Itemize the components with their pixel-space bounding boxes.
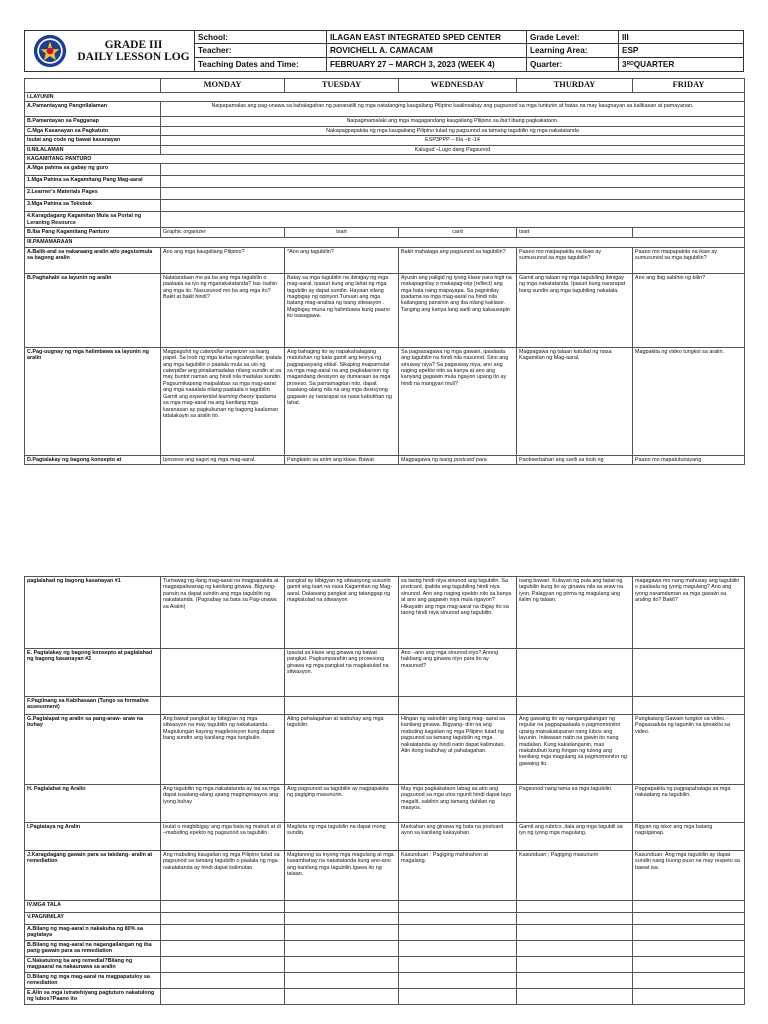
table-row [25,697,745,715]
cell-wednesday: Bakit mahalaga ang pagsunod sa tagubilin? [399,247,517,273]
cell-friday: magagawa mo nang mahusay ang tagubilin o paalaala ng iyong magulang? Ano ang iyong naramdaman sa mga gawain sa araling ito? Bakit? [633,577,745,649]
table-row [25,200,745,212]
row-label: C.Pag-uugnay ng mga halimbawa sa layunin ng aralin [25,347,161,455]
row-label: I.Pagtataya ng Aralin [25,823,161,851]
row-label: B.Bilang ng mag-aaral na nagangailangan ng iba pang gawain para sa remediation [25,941,161,957]
table-row [25,455,745,464]
deped-seal-icon [33,34,67,68]
cell-friday: Pangkatang Gawain tungkol sa video. - Pagsasadula ng tagunlin na ipinakita sa video. [633,715,745,785]
row-label: B.Paghahabi sa layunin ng aralin [25,273,161,347]
cell-wednesday: Markahan ang ginawa ng bata na postcard ayon sa kanilang kakayahan. [399,823,517,851]
table-row [25,155,745,164]
cell-wednesday: Magpagawa ng isang postcard para [399,455,517,464]
cell-monday: Ang bawat pangkat ay bibigyan ng mga sitwasyon na may tagubilin ng nakakatanda. Magtulungan kayong magdesisyon kung dapat bang sundin ang kanilang mga tungkulin. [161,715,285,785]
cell-tuesday: Ipaulat sa klase ang ginawa ng bawat pangkat. Pagkumparahin ang prosesong ginawa ng mga pangkat na magkatulad na sitwasyon. [285,649,399,697]
cell-friday [633,228,745,238]
row-label: H. Paglalahat ng Aralin [25,785,161,823]
cell-thursday: Gamit ang rubrics ,itala ang mga tagubili sa iyo ng iyong mga magulang. [517,823,633,851]
cell-wednesday: Ayusin ang paligid ng iyong klase para higit na makapagnilay o makapag-isip (reflect) ang mga bata nang mapayapa. Sa pagninilay ipadama sa mga mag-aaral na hindi nila kailangang pansinin ang iba nilang kaklase. Tanging ang kanya lang sarili ang kakausapin [399,273,517,347]
table-row [25,715,745,785]
cell-friday: Kasunduan: Ang mga tagubilin ay dapat sundin nang buong puso na may respeto sa bawat isa. [633,851,745,901]
table-row [25,93,745,102]
table-row [25,188,745,200]
quarter-value [619,58,743,71]
row-label: F.Paglinang sa Kabihasaan (Tungo sa formative assessment) [25,697,161,715]
cell-friday: Paano mo maipapakita na ikaw ay sumusunod sa mga tagubilin? [633,247,745,273]
teacher-label: Teacher: [195,44,327,57]
row-label: A.Bilang ng mag-aaral n nakakuha ng 80% sa pagtataya [25,925,161,941]
cell-tuesday: Ang pagsunod sa tagubilin ay nagpapakita ng pagiging masunurin. [285,785,399,823]
teacher-value: ROVICHELL A. CAMACAM [327,44,527,57]
table-row [25,347,745,455]
row-label: J.Karagdagang gawain para sa takdang- aralin at remediation [25,851,161,901]
row-label: B.Iba Pang Kagamitang Panturo [25,228,161,238]
row-label: 2.Learner's Materials Pages [25,188,161,200]
day-monday: MONDAY [161,79,285,93]
cell-wednesday: sa taong hindi niya sinunod ang tagubilin. Sa postcard, ipakita ang tagubiling hindi niya sinunod. Ano ang naging epekto nito sa kanya at ano ang gagawin niya mula ngayon? Hikayatin ang mga mag-aaral na ibigay ito sa taong hindi niya sinunod ang tagubilin. [399,577,517,649]
row-label: D.Pagtalakay ng bagong konsepto at [25,455,161,464]
cell-monday: Magpaguhit ng caterpillar organizer sa isang papel. Sa loob ng mga kurba ngcaterpillar, ipatala ang mga tagubilin o paalala mula sa ulo ng caterpillar ang pinakamadalas nilang sundin at sa may buntot naman ang hindi nila madalas sundin. Pagsumikapang maipalabas sa mga mag-aaral ang mga naaalala nilang paalaala o tagubilin. Gamit ang experiential learning theory ipadama sa mga mag-aaral na ang kanilang mga karanasan ay pagkukunan ng bagong kaalaman tatalakayin sa aralin ito. [161,347,285,455]
table-row [25,212,745,228]
cell-wednesday: Sa pagsasagawa ng mga gawain, ipaalaala ang tagubilin na hindi nila nasunod. Sino ang sinuway niya? Sa pagsuway niya, ano ang naging epekto nito sa kanya at ano ang kanyang gagawin mula ngayon upang ito ay hindi na mangyari muli? [399,347,517,455]
day-thursday: THURDAY [517,79,633,93]
cell-tuesday: Batay sa mga tagubilin na ibinigay ng mga mag-aaral, ipasuri kung ang lahat ng mga tagubilin ay dapat sundin. Hayaan silang magbigay ng opinyon.Tunuan ang mga batang mag-analisa ng isang sitwasyon . Magbigay muna ng halimbawa kung paano ito isasagawa. [285,273,399,347]
row-content: Naipagmamalaki ang mga magagandang kaugaliang Pilipino sa iba't ibang pagkakataon. [161,117,745,126]
cell-friday: Bigyan ng iskor ang mga batang nagsiganap. [633,823,745,851]
row-label: B.Pamantayan sa Pagganap [25,117,161,126]
cell-thursday: Paobserbahan ang sarili sa loob ng [517,455,633,464]
table-row [25,126,745,135]
header-logo-title [25,31,195,71]
table-row [25,247,745,273]
row-label: paglalahad ng bagong kasanayan #1 [25,577,161,649]
cell-tuesday: Maglista ng mga tagubilin na dapat mong sundin. [285,823,399,851]
cell-thursday: tsart [517,228,633,238]
quarter-word: QUARTER [633,59,675,69]
cell-friday: Ano ang ibig sabihin ng bilin? [633,273,745,347]
day-friday: FRIDAY [633,79,745,93]
cell-thursday: Kasunduan ; Pagiging masunurin [517,851,633,901]
cell-wednesday: Hingan ng saloobin ang ilang mag- aaral sa kanilang ginawa. Bigyang- diin na ang mabuting kagalian ng mga Pilipino tulad ng pagsunod sa tamang tagubilin ng mga nakatatanda ay hindi natin dapat kalimutan. Atin itong isabuhay at pahalagahan. [399,715,517,785]
row-label: A.Pamantayang Pangnilalaman [25,102,161,117]
cell-monday: Ano ang mga kaugaliang Pilipino? [161,247,285,273]
table-row [25,164,745,176]
table-row [25,925,745,941]
cell-tuesday: Ating pahalagahan at isabuhay ang mga tagubilin. [285,715,399,785]
cell-thursday: Gamit ang talaan ng mga tagubiling ibinigay ng mga nakatatanda. Ipasuri kung nararapat bang sundin ang mga tagubiling nakatala. [517,273,633,347]
cell-thursday: Pagsunod nang tama sa mga tagubilin. [517,785,633,823]
quarter-label: Quarter: [527,58,619,71]
row-content: Naipapamalas ang pag-unawa sa kahalagahan ng pananatili ng mga natatanging kaugaliang Pilipino kaalinsabay ang pagsunod sa mga tuntunin at batas na may kaugnayan sa kalikasan at pamayanan. [161,102,745,117]
section-pamamaraan: III.PAMAMARAAN [25,238,745,247]
row-label: E. Pagtalakay ng bagong konsepto at paglalahad ng bagong kasanayan #2 [25,649,161,697]
row-label: 4.Karagdagang Kagamitan Mula sa Portal ng Leraning Resource [25,212,161,228]
table-row [25,901,745,913]
header-info-grid [195,31,743,71]
section-pagninilay: V.PAGNINILAY [25,913,161,925]
table-row [25,273,745,347]
cell-tuesday: *Ano ang tagubilin? [285,247,399,273]
school-label: School: [195,31,327,44]
row-label: 3.Mga Pahina sa Teksbuk [25,200,161,212]
table-row [25,577,745,649]
row-label: 1.Mga Pahina sa Kagamitang Pang Mag-aaral [25,176,161,188]
table-row [25,851,745,901]
grade-level-label: Grade Level: [527,31,619,44]
cell-wednesday: Kasunduan : Pagiging mahinahon at magalang. [399,851,517,901]
header-block [24,30,744,72]
section-layunin: I.LAYUNIN [25,93,745,102]
cell-monday [161,649,285,697]
day-header-blank [25,79,161,93]
table-row [25,913,745,925]
lesson-table-page-1 [24,78,745,465]
cell-thursday: Magpagawa ng talaan katulad ng nasa Kagamitan ng Mag-aaral. [517,347,633,455]
cell-tuesday: Pangkatin sa anim ang klase. Bawat [285,455,399,464]
row-label: G.Paglalapat ng aralin sa pang-araw- araw na buhay [25,715,161,785]
table-row [25,145,745,154]
cell-friday [633,649,745,697]
cell-wednesday: card [399,228,517,238]
cell-thursday: isang buwan. Kulayan ng pula ang tapat ng tagubilin kung ito ay ginawa nila sa araw na iyon. Palagyan ng pirma ng magulang ang ilalim ng talaan. [517,577,633,649]
row-label: C.Mga Kasanayan sa Pagkatuto [25,126,161,135]
row-content: ESP3PPP – IIIa –b -14 [161,136,745,145]
table-row [25,941,745,957]
cell-wednesday: May mga pagkakataon labag sa atin ang pagsunod sa mga utos ngunit hindi dapat tayo magalit, sabihin ang tamang dahilan ng maayos. [399,785,517,823]
cell-tuesday: tsart [285,228,399,238]
table-row [25,649,745,697]
section-mga-tala: IV.MGA TALA [25,901,161,913]
cell-tuesday: Magtanong sa inyong mga magulang at mga kasambahay na nakatatanda kung ano-ano ang kanilang mga tagubilin.Igawa ito ng talaan. [285,851,399,901]
table-row [25,973,745,989]
lesson-log-page-2 [24,576,744,1005]
teaching-dates-label: Teaching Dates and Time: [195,58,327,71]
day-tuesday: TUESDAY [285,79,399,93]
row-label: Isulat ang code ng bawat kasanayan [25,136,161,145]
row-content: Nakapagpapakita ng mga kaugaliang Pilipino tulad ng pagsunod sa tamang tagubilin ng mga nakatatanda [161,126,745,135]
cell-monday: Ang tagubilin ng mga nakatatanda ay isa sa mga dapat isaalang-alang upang magingmaayos ang iyong buhay [161,785,285,823]
section-kagamitan: KAGAMITANG PANTURO [25,155,745,164]
grade-level-value: III [619,31,743,44]
learning-area-label: Learning Area: [527,44,619,57]
cell-monday: Graphic organizer [161,228,285,238]
row-content: Kalugud –Lugo dang Pagsunod [161,145,745,154]
row-label: A.Mga pahina sa gabay ng guro [25,164,161,176]
lesson-log-page-1 [24,30,744,465]
quarter-number: 3 [622,59,627,69]
cell-monday: Natatandaan mo pa ba ang mga tagubilin o paalaala sa iyo ng mganakatatanda? Isa- isahin ang mga ito. Nasusunod mo ba ang mga ito? Bakit at bakit hindi? [161,273,285,347]
log-title [73,39,194,63]
table-row [25,102,745,117]
cell-wednesday: Ano –ano ang mga sinunod niyo? Anong hakbang ang ginawa niyo para ito ay masunod? [399,649,517,697]
cell-thursday: Paano mo maipapakita na ikaw ay sumusunod sa mga tagubilin? [517,247,633,273]
table-row [25,989,745,1005]
row-label: E.Alin sa mga istratehiyang pagtuturo nakatulong ng lubos?Paano ito [25,989,161,1005]
day-wednesday: WEDNESDAY [399,79,517,93]
cell-friday: Paano mo mapatutunayang [633,455,745,464]
table-row [25,238,745,247]
table-row [25,136,745,145]
cell-monday: Isulat o magbibigay ang mga bata ng mabuti at di –mabuting epekto ng pagsunod sa tagubilin. [161,823,285,851]
lesson-table-page-2 [24,576,745,1005]
cell-friday: Magpakita ng video tungkol sa aralin. [633,347,745,455]
cell-monday: Tumawag ng ilang mag-aaral na magpapakita at magpapaliwanag ng kanilang ginawa. Bigyang- pansin na dapat sundin ang mga tagubilin ng nakatatanda. (Pagsabay sa bata sa Pag-unawa sa Aralin) [161,577,285,649]
log-title-line2: DAILY LESSON LOG [77,51,190,63]
row-label: II.NILALAMAN [25,145,161,154]
cell-friday: Pagpapakita ng pagpapahalaga sa mga nakaatang na tagubilin. [633,785,745,823]
cell-thursday: Ang gawaing ito ay nangangailangan ng regular na pagpapaalaala o pagmomonitor upang maisakatuparan nang lubos ang layunin. Iniiwasan natin na gawin ito nang madalian. Kung kakailanganin, mas makabubuti kung hingan ng tulong ang kanilang mga magulang sa pagmomonitor ng gawaing ito. [517,715,633,785]
cell-tuesday: Ang bahaging ito ay napakahalagang matutuhan ng bata gamit ang teorya ng pagpapasyang etikal. Sikaping maipamulat sa mga mag-aaral na ang pagkakaroon ng magandang desisyon ay dumaraan sa mga proseso. Sa pamamagitan nito, dapat isaalang-alang nila na ang mga desisyong gagawin ay nararapat na nasa kabutihan ng lahat. [285,347,399,455]
log-title-line1: GRADE III [104,39,163,51]
table-row [25,823,745,851]
table-row [25,117,745,126]
cell-monday: Iproseso ang sagot ng mga mag-aaral. [161,455,285,464]
cell-thursday [517,649,633,697]
cell-monday: Ang mabuting kaugalian ng mga Pilipino tulad sa pagsunod sa tamang tagubilin o paalala ng mga nakatatanda ay hindi dapat kalimutan. [161,851,285,901]
day-header-row [25,79,745,93]
table-row [25,957,745,973]
row-label: D.Bilang ng mga mag-aaral na magpapatuloy sa remediation [25,973,161,989]
teaching-dates-value: FEBRUARY 27 – MARCH 3, 2023 (WEEK 4) [327,58,527,71]
quarter-suffix: RD [626,61,634,68]
table-row [25,785,745,823]
cell-tuesday: pangkat ay bibigyan ng sitwasyong susuriin gamit ang tsart na nasa Kagamitan ng Mag-aaral. Dalawang pangkat ang tatanggap ng magkatulad na sitwasyon [285,577,399,649]
learning-area-value: ESP [619,44,743,57]
table-row [25,228,745,238]
row-label: C.Nakatulong ba ang remedial?Bilang ng magpaaral na nakaunawa sa aralin [25,957,161,973]
row-label: A.Balik-aral sa nakaraang aralin at/o pagsisimula sa bagong aralin [25,247,161,273]
table-row [25,176,745,188]
school-value: ILAGAN EAST INTEGRATED SPED CENTER [327,31,527,44]
